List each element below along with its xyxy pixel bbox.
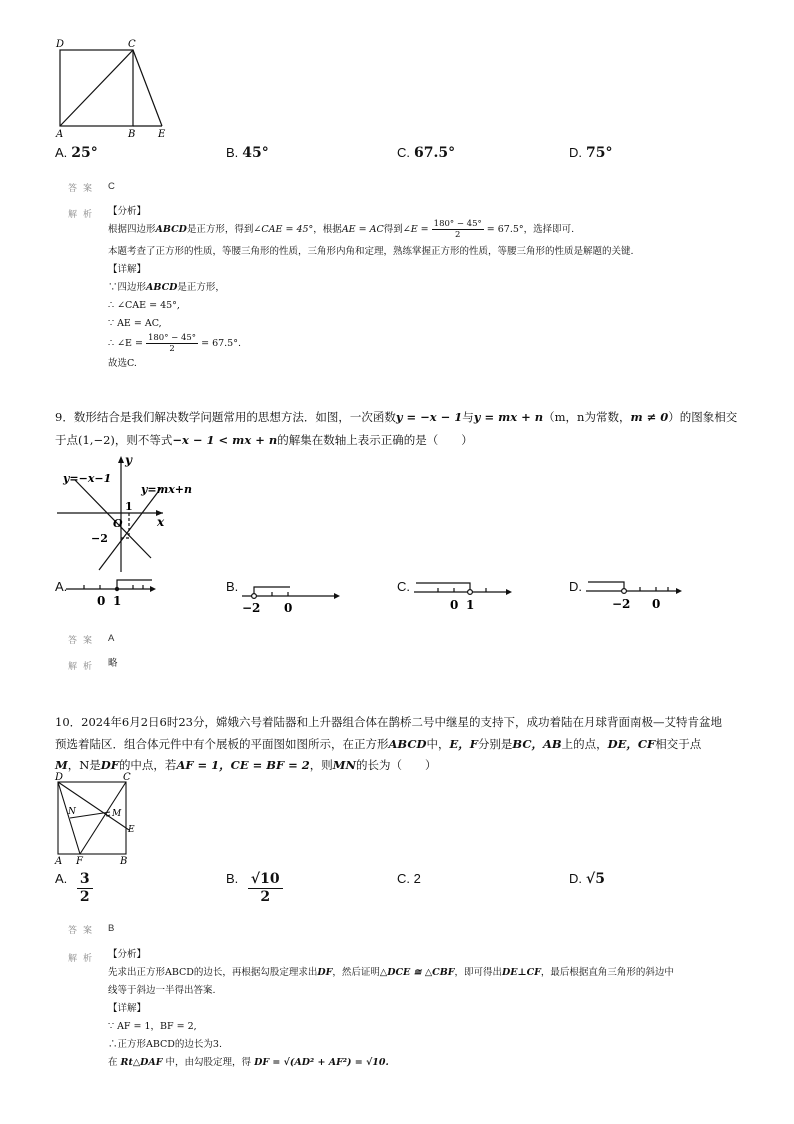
q9-answer-label: 答案 [68,635,99,645]
q8-detail-line3: ∵ AE = AC, [108,318,162,329]
q9-graph [55,452,193,578]
q9-text-line2: 于点(1,−2)，则不等式−x − 1 < mx + n的解集在数轴上表示正确的是（ ） [55,433,473,447]
q10-text-line1: 10．2024年6月2日6时23分，嫦娥六号着陆器和上升器组合体在鹊桥二号中继星的支持下，成功着陆在月球背面南极—艾特肯盆地 [55,715,722,729]
q10-label-f: F [76,856,83,867]
q10-label-a: A [55,856,63,867]
q9-option-c-letter: C. [397,579,410,594]
q9-line1-label: y=−x−1 [63,472,112,485]
q8-detail-line2: ∴ ∠CAE = 45°, [108,300,180,311]
q9-option-c-tick-1: 1 [466,598,475,612]
q10-option-d: D. √5 [569,871,605,887]
q8-detail-line1: ∵四边形ABCD是正方形， [108,282,225,293]
fraction: $\frac{180^\circ - 45^\circ}{2}$ [147,333,197,354]
q8-label-d: D [56,39,65,50]
q9-option-b-tick-0: 0 [284,601,293,615]
q10-answer: B [108,923,115,934]
q10-answer-label: 答案 [68,925,99,935]
q9-tick-1: 1 [125,500,133,513]
q10-option-a: A. $\frac{3}{2}$ [55,871,93,906]
q9-option-d-tick-minus2: −2 [612,597,631,611]
q9-x-axis-label: x [157,515,165,529]
q8-label-b: B [128,129,136,140]
q9-option-b-numberline [238,581,344,615]
q10-text-line2: 预选着陆区．组合体元件中有个展板的平面图如图所示，在正方形ABCD中，E，F分别是BC，AB上的点，DE，CF相交于点 [55,737,702,751]
q9-option-c-tick-0: 0 [450,598,459,612]
q8-option-b: B. 45° [226,145,269,161]
q8-analysis-line2: 本题考查了正方形的性质，等腰三角形的性质，三角形内角和定理，熟练掌握正方形的性质，等腰三角形的性质是解题的关键. [108,246,634,257]
q8-label-a: A [56,129,64,140]
q10-detail-line1: ∵ AF = 1，BF = 2, [108,1021,197,1032]
q9-option-d-numberline [582,576,686,610]
q10-detail-line2: ∴正方形ABCD的边长为3. [108,1039,222,1050]
q8-detail-tag: 【详解】 [108,264,147,275]
q8-analysis-tag: 【分析】 [108,206,147,217]
q10-analysis-line2: 线等于斜边一半得出答案. [108,985,216,996]
q8-label-e: E [158,129,166,140]
q9-origin-label: O [113,517,123,530]
q10-label-n: N [68,807,76,817]
q9-option-b-letter: B. [226,579,239,594]
q9-option-a-tick-1: 1 [113,594,122,608]
q10-figure [52,770,142,868]
q9-answer: A [108,633,115,644]
q9-line2-label: y=mx+n [141,483,193,496]
q9-tick-minus2: −2 [91,532,108,545]
q9-option-d-letter: D. [569,579,582,594]
q10-option-b: B. $\frac{√10}{2}$ [226,871,283,906]
q10-text-line3: M，N是DF的中点，若AF = 1，CE = BF = 2，则MN的长为（ ） [55,758,437,772]
q10-detail-tag: 【详解】 [108,1003,147,1014]
q9-option-a-tick-0: 0 [97,594,106,608]
q8-option-d: D. 75° [569,145,613,161]
fraction: $\frac{180^\circ - 45^\circ}{2}$ [433,219,482,240]
q8-detail-line5: 故选C. [108,358,137,369]
q8-answer: C [108,181,115,192]
q8-option-c: C. 67.5° [397,145,456,161]
q10-label-d: D [55,772,64,783]
q10-label-e: E [128,825,135,835]
q10-label-m: M [112,809,122,819]
q9-analysis: 略 [108,658,118,669]
q10-label-c: C [123,772,131,783]
q8-analysis-line1: 根据四边形ABCD是正方形，得到∠CAE = 45°，根据AE = AC得到∠E = $\frac{180^\circ - 45^\circ}{2}$ = 67.5°，选择即可. [108,219,575,240]
q9-option-d-tick-0: 0 [652,597,661,611]
q10-detail-line3: 在 Rt△DAF 中，由勾股定理，得 DF = √(AD² + AF²) = √10. [108,1057,389,1068]
q10-option-c: C. 2 [397,871,421,886]
q8-detail-line4: ∴ ∠E = $\frac{180^\circ - 45^\circ}{2}$ = 67.5°. [108,333,241,354]
q10-analysis-label: 解析 [68,953,99,963]
q8-analysis-label: 解析 [68,209,99,219]
q10-analysis-line1: 先求出正方形ABCD的边长，再根据勾股定理求出DF，然后证明△DCE ≅ △CBF，即可得出DE⊥CF，最后根据直角三角形的斜边中 [108,967,674,978]
q8-figure [52,36,177,140]
q9-text-line1: 9．数形结合是我们解决数学问题常用的思想方法．如图，一次函数y = −x − 1与y = mx + n（m，n为常数，m ≠ 0）的图象相交 [55,410,738,424]
q8-option-a: A. 25° [55,145,98,161]
q9-option-a-letter: A. [55,579,68,594]
q8-label-c: C [128,39,136,50]
q9-y-axis-label: y [125,453,132,467]
q9-option-a-numberline [62,576,162,610]
q10-analysis-tag: 【分析】 [108,949,147,960]
q9-analysis-label: 解析 [68,661,99,671]
q10-label-b: B [120,856,128,867]
q9-option-c-numberline [410,578,516,612]
q9-option-b-tick-minus2: −2 [242,601,261,615]
q8-answer-label: 答案 [68,183,99,193]
